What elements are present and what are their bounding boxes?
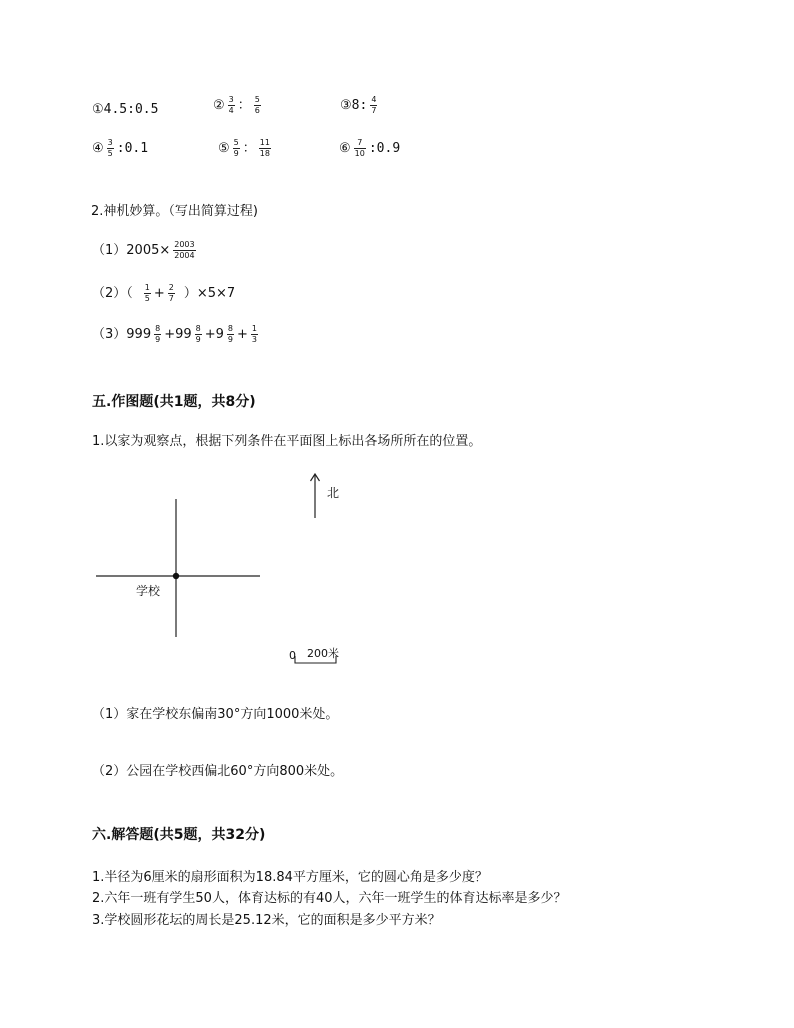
scale-label: 200米 — [307, 647, 339, 660]
ratio-2-label: ② — [213, 97, 225, 113]
section6-question-3: 3.学校圆形花坛的周长是25.12米，它的面积是多少平方米？ — [92, 913, 441, 928]
fraction: $\frac{4}{7}$ — [371, 95, 377, 115]
section5-heading: 五.作图题(共1题，共8分) — [92, 394, 256, 410]
fraction: $\frac{5}{6}$ — [254, 95, 260, 115]
section5-question: 1.以家为观察点，根据下列条件在平面图上标出各场所所在的位置。 — [92, 434, 482, 449]
q2-item-3-mid3: + — [236, 326, 248, 342]
ratio-sep: ： — [237, 97, 251, 113]
fraction: $\frac{2003}{2004}$ — [174, 240, 195, 260]
fraction: $\frac{3}{5}$ — [107, 138, 113, 158]
section5-sub2: （2）公园在学校西偏北60°方向800米处。 — [92, 764, 344, 779]
fraction: $\frac{1}{3}$ — [251, 324, 257, 344]
q2-item-3-prefix: （3）999 — [92, 326, 152, 342]
fraction: $\frac{3}{4}$ — [228, 95, 234, 115]
q2-item-2-suffix: ）×5×7 — [183, 285, 236, 301]
fraction: $\frac{2}{7}$ — [168, 283, 174, 303]
fraction: $\frac{11}{18}$ — [259, 138, 270, 158]
q2-title: 2.神机妙算。（写出简算过程) — [91, 204, 258, 219]
q2-item-3-mid1: +99 — [164, 326, 192, 342]
q2-item-2-prefix: （2）（ — [92, 285, 133, 301]
q2-item-3-mid2: +9 — [204, 326, 224, 342]
scale-zero-label: 0 — [289, 649, 296, 662]
ratio-6-label: ⑥ — [339, 140, 351, 156]
fraction: $\frac{7}{10}$ — [354, 138, 365, 158]
section5-sub1: （1）家在学校东偏南30°方向1000米处。 — [92, 707, 339, 722]
fraction: $\frac{8}{9}$ — [195, 324, 201, 344]
school-point — [173, 573, 179, 579]
ratio-5-label: ⑤ — [218, 140, 230, 156]
section6-question-1: 1.半径为6厘米的扇形面积为18.84平方厘米，它的圆心角是多少度？ — [92, 870, 488, 885]
section6-question-2: 2.六年一班有学生50人，体育达标的有40人，六年一班学生的体育达标率是多少？ — [92, 891, 567, 906]
q2-item-2-plus: + — [153, 285, 165, 301]
fraction: $\frac{8}{9}$ — [155, 324, 161, 344]
section6-heading: 六.解答题(共5题，共32分) — [92, 827, 266, 843]
ratio-4-tail: :0.1 — [116, 140, 149, 156]
fraction: $\frac{8}{9}$ — [227, 324, 233, 344]
fraction: $\frac{5}{9}$ — [233, 138, 239, 158]
school-label: 学校 — [136, 584, 161, 598]
ratio-4-label: ④ — [92, 140, 104, 156]
ratio-sep: ： — [242, 140, 256, 156]
q2-item-1-prefix: （1）2005× — [92, 242, 171, 258]
ratio-6-tail: :0.9 — [368, 140, 401, 156]
ratio-1-text: ①4.5:0.5 — [92, 102, 159, 117]
north-label: 北 — [327, 486, 340, 500]
ratio-3-label: ③8: — [340, 97, 368, 113]
fraction: $\frac{1}{5}$ — [144, 283, 150, 303]
